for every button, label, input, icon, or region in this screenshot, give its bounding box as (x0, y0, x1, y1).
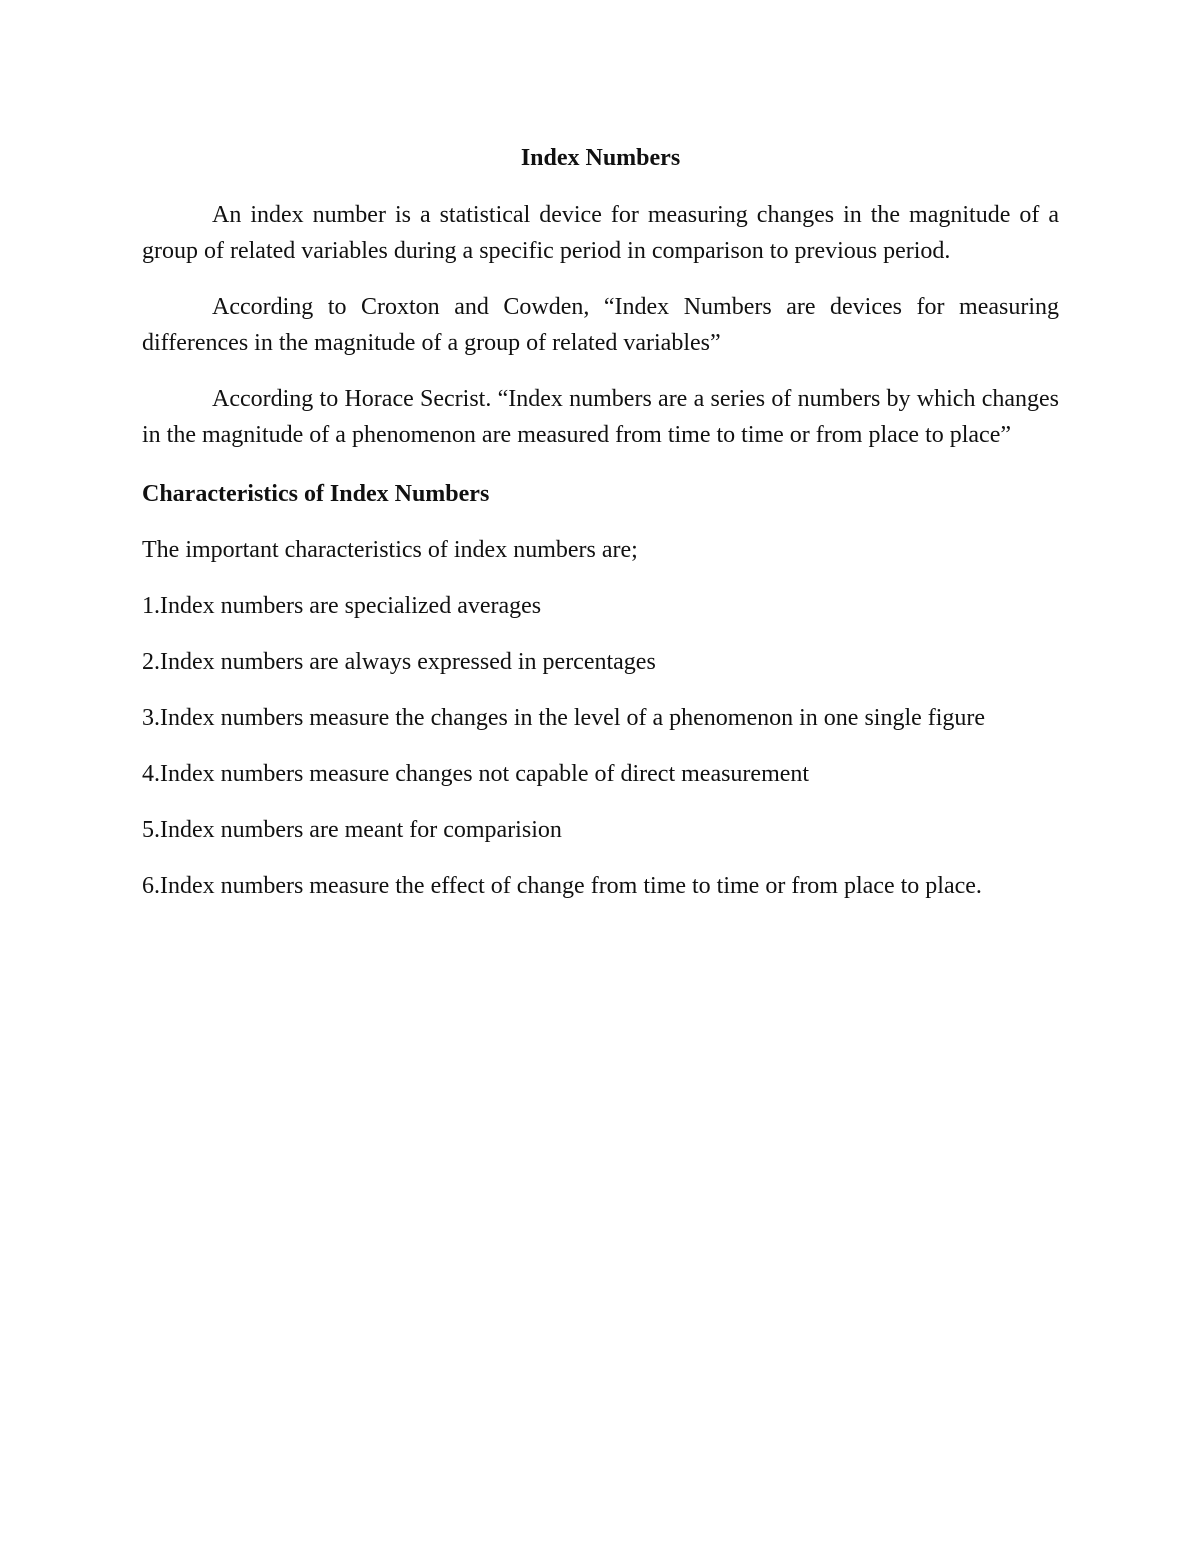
characteristics-intro: The important characteristics of index numbers are; (142, 537, 638, 563)
list-item: 2.Index numbers are always expressed in percentages (142, 649, 656, 675)
characteristics-list (142, 588, 1059, 904)
list-item: 5.Index numbers are meant for comparision (142, 817, 562, 843)
definition-paragraph: An index number is a statistical device for measuring changes in the magnitude of a group of related variables during a specific period in comparison to previous period. (142, 202, 1059, 264)
list-item: 1.Index numbers are specialized averages (142, 593, 542, 619)
list-item: 4.Index numbers measure changes not capable of direct measurement (142, 761, 810, 787)
horace-secrist-quote: According to Horace Secrist. “Index numbers are a series of numbers by which changes in the magnitude of a phenomenon are measured from time to time or from place to place” (142, 386, 1059, 448)
list-item: 6.Index numbers measure the effect of change from time to time or from place to place. (142, 873, 982, 899)
list-item: 3.Index numbers measure the changes in the level of a phenomenon in one single figure (142, 705, 986, 731)
section-heading: Characteristics of Index Numbers (142, 481, 490, 507)
document-title: Index Numbers (520, 145, 681, 171)
document-body (142, 140, 1059, 924)
croxton-cowden-quote: According to Croxton and Cowden, “Index Numbers are devices for measuring differences in the magnitude of a group of related variables” (142, 294, 1059, 356)
